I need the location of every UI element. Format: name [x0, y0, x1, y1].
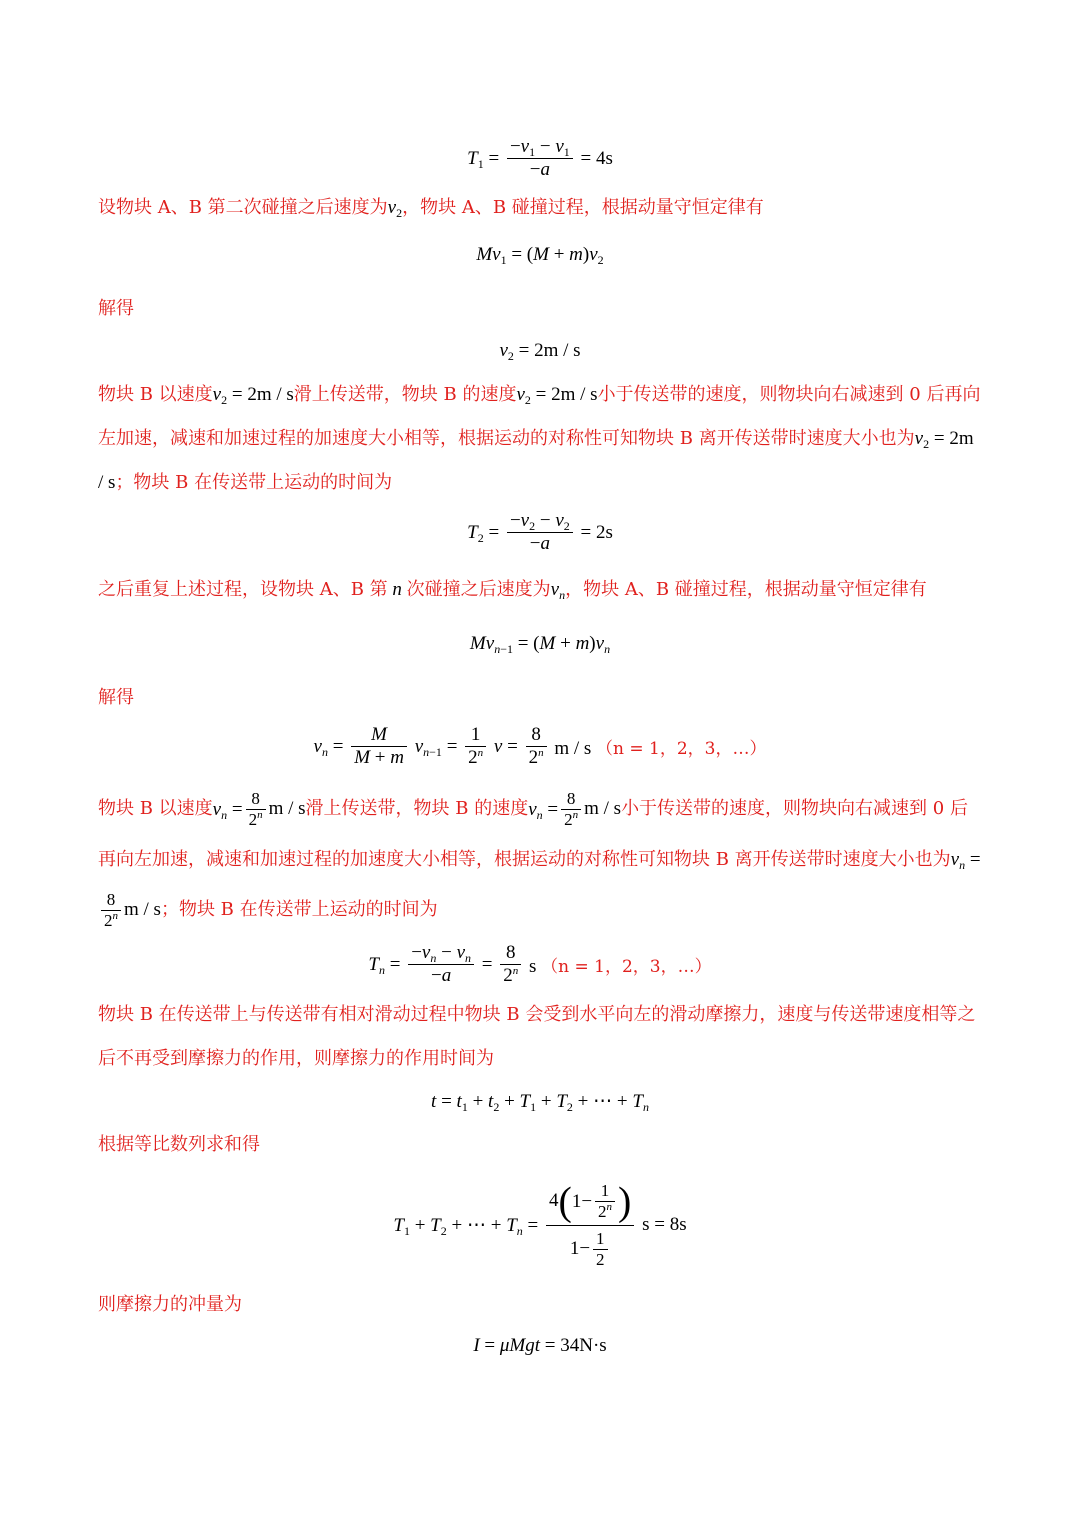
label-solve-1: 解得: [98, 298, 134, 319]
equation-total-time: $t = t_1 + t_2 + T_1 + T_2$ + ⋯ + $T_n$: [431, 1091, 649, 1114]
equation-T1: $T_1$ = $\frac{-v_1 - v_1}{-a}$ = 4s: [467, 136, 613, 180]
equation-T2: $T_2$ = $\frac{-v_2 - v_2}{-a}$ = 2s: [467, 510, 613, 554]
label-geometric-sum: 根据等比数列求和得: [98, 1134, 260, 1155]
paragraph-nth-collision: 之后重复上述过程，设物块 A、B 第 n 次碰撞之后速度为$v_n$，物块 A、B 碰撞过程，根据动量守恒定律有: [98, 579, 927, 602]
paragraph-block-b-vn: 物块 B 以速度$v_n$ = $\frac{8}{2^n}$ m / s滑上传送带，物块 B 的速度$v_n$ = $\frac{8}{2^n}$ m / s小于传送带的速度，则物块向右减速到 0 后再向左加速，减速和加速过程的加速度大小相等，根据运动的对称性可知物块 B 离开传送带时速度大小也为$v_n$ = $\frac{8}{2^n}$ m / s；物块 B 在传送带上运动的时间为: [98, 789, 981, 931]
label-impulse: 则摩擦力的冲量为: [98, 1294, 242, 1315]
equation-Tn: $T_n$ = $\frac{-v_n - v_n}{-a}$ = $\frac{8}{2^n}$ s （n = 1，2，3，…）: [368, 942, 712, 986]
paragraph-friction-time: 物块 B 在传送带上与传送带有相对滑动过程中物块 B 会受到水平向左的滑动摩擦力，速度与传送带速度相等之后不再受到摩擦力的作用，则摩擦力的作用时间为: [98, 1004, 976, 1069]
equation-v2: $v_2 = 2m / s$: [499, 340, 581, 363]
equation-impulse: I = μMgt = 34N·s: [473, 1335, 607, 1356]
paragraph-second-collision: 设物块 A、B 第二次碰撞之后速度为$v_2$，物块 A、B 碰撞过程，根据动量守恒定律有: [98, 197, 764, 220]
label-solve-2: 解得: [98, 687, 134, 708]
equation-momentum-n: $Mv_{n-1} = (M + m)v_n$: [469, 633, 611, 656]
equation-momentum-1: $Mv_1 = (M + m)v_2$: [476, 244, 604, 267]
equation-geometric-sum: $T_1 + T_2$ + ⋯ + $T_n$ = 4(1− $\frac{1}{2^n}$ ) 1− $\frac{1}{2}$ s = 8s: [393, 1178, 687, 1269]
paragraph-block-b-v2: 物块 B 以速度$v_2 = 2m / s$滑上传送带，物块 B 的速度$v_2 = 2m / s$小于传送带的速度，则物块向右减速到 0 后再向左加速，减速和加速过程的加速度大小相等，根据运动的对称性可知物块 B 离开传送带时速度大小也为$v_2 = 2m / s$；物块 B 在传送带上运动的时间为: [98, 384, 981, 493]
equation-vn: $v_n$ = $\frac{M}{M + m}$ $v_{n-1}$ = $\frac{1}{2^n}$ v = $\frac{8}{2^n}$ m / s （n = 1，2，3，…）: [313, 724, 767, 768]
